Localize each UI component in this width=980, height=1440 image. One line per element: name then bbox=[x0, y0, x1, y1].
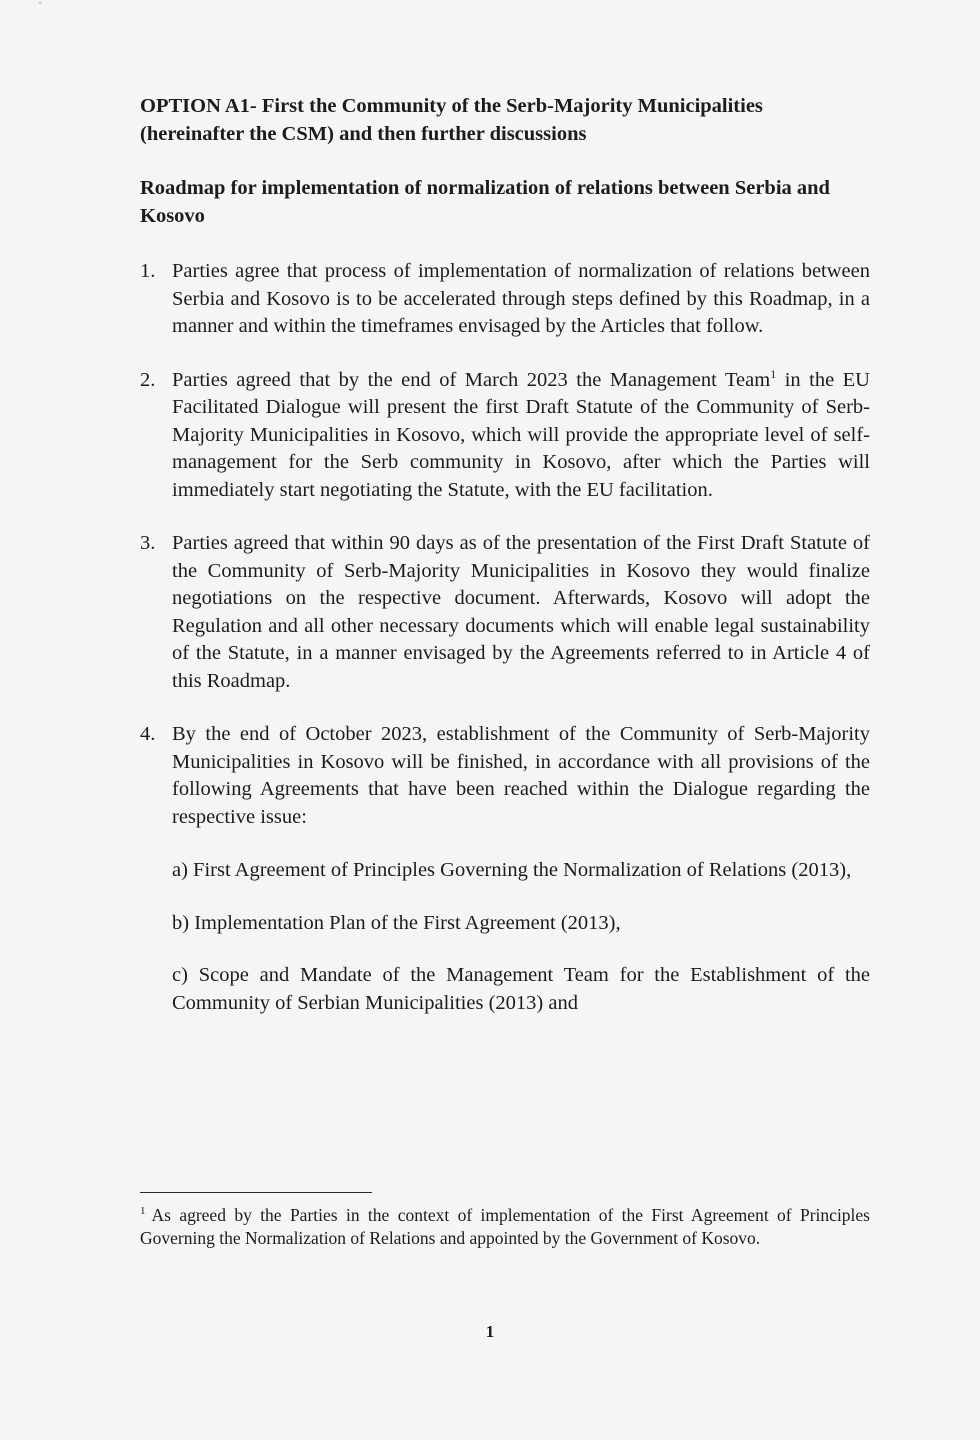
sub-item-c: c) Scope and Mandate of the Management Team for the Establishment of the Community of Serbian Municipalities (2013) and bbox=[172, 964, 870, 1014]
footnote-reference: 1 bbox=[770, 366, 777, 381]
item-number: 4. bbox=[140, 723, 156, 745]
list-item bbox=[140, 721, 870, 1017]
item-text: Parties agree that process of implementation of normalization of relations between Serbia and Kosovo is to be accelerated through steps defined by this Roadmap, in a manner and within the timeframes envisaged by the Articles that follow. bbox=[172, 260, 870, 337]
footnote-text: As agreed by the Parties in the context of implementation of the First Agreement of Principles Governing the Normalization of Relations and appointed by the Government of Kosovo. bbox=[140, 1205, 870, 1248]
item-text: By the end of October 2023, establishment of the Community of Serb-Majority Municipalities in Kosovo will be finished, in accordance with all provisions of the following Agreements that have been reached within the Dialogue regarding the respective issue: bbox=[172, 723, 870, 828]
list-item bbox=[140, 367, 870, 505]
list-item bbox=[140, 258, 870, 341]
item-number: 1. bbox=[140, 260, 156, 282]
item-text-part: Parties agreed that by the end of March 2023 the Management Team bbox=[172, 368, 771, 391]
item-text: Parties agreed that within 90 days as of the presentation of the First Draft Statute of the Community of Serb-Majority Municipalities in Kosovo they would finalize negotiations on the respective document. Afterwards, Kosovo will adopt the Regulation and all other necessary documents which will enable legal sustainability of the Statute, in a manner envisaged by the Agreements referred to in Article 4 of this Roadmap. bbox=[172, 532, 870, 692]
item-text-part: in the EU Facilitated Dialogue will present the first Draft Statute of the Community of Serb-Majority Municipalities in Kosovo, which will provide the appropriate level of self-management for the Serb community in Kosovo, after which the Parties will immediately start negotiating the Statute, with the EU facilitation. bbox=[172, 368, 870, 501]
document-heading-roadmap: Roadmap for implementation of normalization of relations between Serbia and Kosovo bbox=[140, 177, 830, 227]
page-number: 1 bbox=[485, 1322, 495, 1341]
item-number: 2. bbox=[140, 368, 156, 391]
document-body bbox=[140, 92, 870, 1043]
footnote-separator bbox=[140, 1192, 372, 1193]
document-heading-option: OPTION A1- First the Community of the Serb-Majority Municipalities (hereinafter the CSM) and then further discussions bbox=[140, 95, 763, 145]
sub-item-a: a) First Agreement of Principles Governing the Normalization of Relations (2013), bbox=[172, 859, 852, 881]
sub-item-b: b) Implementation Plan of the First Agreement (2013), bbox=[172, 911, 621, 934]
footnote bbox=[140, 1204, 870, 1250]
footnote-mark: 1 bbox=[140, 1205, 146, 1218]
item-number: 3. bbox=[140, 532, 156, 554]
item-text bbox=[172, 366, 870, 501]
scan-speck: ∘ bbox=[38, 0, 43, 9]
list-item bbox=[140, 530, 870, 695]
roadmap-articles-list bbox=[140, 258, 870, 1017]
